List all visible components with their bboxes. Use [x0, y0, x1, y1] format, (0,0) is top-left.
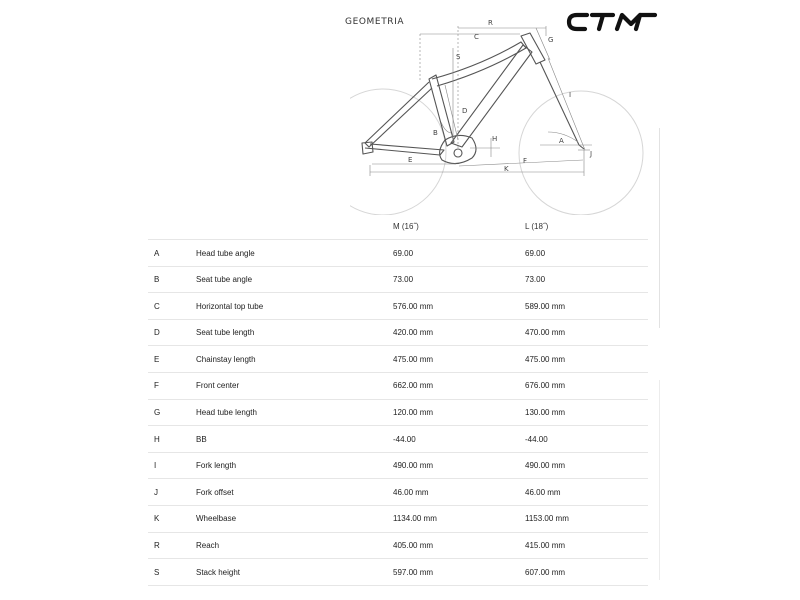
row-name: Reach: [196, 541, 220, 551]
row-name: Head tube length: [196, 408, 257, 418]
table-row: [148, 292, 648, 319]
column-size-m: M (16˝): [393, 222, 419, 231]
table-row: [148, 319, 648, 346]
row-value-l: 676.00 mm: [525, 381, 566, 391]
page-title: GEOMETRIA: [345, 17, 405, 27]
column-size-l: L (18˝): [525, 222, 549, 231]
row-name: BB: [196, 434, 207, 444]
diagram-label-i: I: [569, 91, 572, 99]
row-name: Fork length: [196, 461, 237, 471]
row-value-m: 576.00 mm: [393, 301, 434, 311]
row-value-l: 73.00: [525, 275, 546, 285]
row-letter: R: [154, 541, 160, 551]
front-wheel: [519, 91, 643, 215]
row-value-l: -44.00: [525, 434, 548, 444]
row-value-l: 607.00 mm: [525, 567, 566, 577]
row-value-l: 46.00 mm: [525, 487, 561, 497]
row-value-m: 46.00 mm: [393, 487, 429, 497]
row-name: Chainstay length: [196, 354, 256, 364]
table-row: [148, 478, 648, 505]
row-letter: H: [154, 434, 160, 444]
row-value-m: 597.00 mm: [393, 567, 434, 577]
row-value-l: 475.00 mm: [525, 354, 566, 364]
diagram-label-j: J: [590, 150, 593, 158]
diagram-label-c: C: [474, 33, 479, 41]
row-letter: K: [154, 514, 160, 524]
row-name: Seat tube length: [196, 328, 255, 338]
row-value-l: 415.00 mm: [525, 541, 566, 551]
table-row: [148, 239, 648, 266]
table-row: [148, 345, 648, 372]
row-value-m: 420.00 mm: [393, 328, 434, 338]
row-value-l: 1153.00 mm: [525, 514, 569, 524]
row-name: Front center: [196, 381, 240, 391]
row-value-m: 490.00 mm: [393, 461, 434, 471]
row-letter: B: [154, 275, 160, 285]
row-value-m: -44.00: [393, 434, 416, 444]
row-letter: C: [154, 301, 160, 311]
table-row: [148, 505, 648, 532]
table-row: [148, 399, 648, 426]
row-value-l: 470.00 mm: [525, 328, 566, 338]
row-value-l: 589.00 mm: [525, 301, 566, 311]
row-value-m: 1134.00 mm: [393, 514, 437, 524]
row-value-l: 130.00 mm: [525, 408, 566, 418]
table-row: [148, 452, 648, 479]
geometry-diagram: [350, 20, 670, 215]
diagram-label-h: H: [492, 135, 498, 143]
table-row: [148, 558, 648, 586]
row-letter: A: [154, 248, 160, 258]
row-value-l: 490.00 mm: [525, 461, 566, 471]
row-name: Head tube angle: [196, 248, 255, 258]
margin-line: [659, 380, 660, 580]
row-name: Stack height: [196, 567, 241, 577]
geometry-table: [148, 239, 648, 586]
diagram-label-r: R: [488, 20, 493, 27]
row-name: Wheelbase: [196, 514, 237, 524]
row-name: Horizontal top tube: [196, 301, 264, 311]
row-letter: G: [154, 408, 161, 418]
row-value-m: 405.00 mm: [393, 541, 434, 551]
diagram-label-b: B: [433, 129, 438, 137]
bike-frame: [362, 33, 584, 164]
row-letter: F: [154, 381, 159, 391]
row-letter: E: [154, 354, 160, 364]
row-value-m: 73.00: [393, 275, 414, 285]
rear-wheel: [350, 89, 446, 215]
diagram-label-s: S: [456, 53, 461, 61]
row-name: Seat tube angle: [196, 275, 253, 285]
diagram-label-f: F: [523, 157, 528, 165]
diagram-label-e: E: [408, 156, 413, 164]
table-header: [0, 217, 800, 237]
row-value-m: 120.00 mm: [393, 408, 434, 418]
table-row: [148, 425, 648, 452]
row-value-m: 69.00: [393, 248, 414, 258]
row-letter: D: [154, 328, 160, 338]
row-value-l: 69.00: [525, 248, 546, 258]
diagram-label-k: K: [504, 165, 509, 173]
row-letter: J: [154, 487, 158, 497]
row-name: Fork offset: [196, 487, 234, 497]
row-value-m: 475.00 mm: [393, 354, 434, 364]
table-row: [148, 372, 648, 399]
diagram-label-a: A: [559, 137, 564, 145]
diagram-label-g: G: [548, 36, 554, 44]
row-value-m: 662.00 mm: [393, 381, 434, 391]
row-letter: I: [154, 461, 157, 471]
diagram-label-d: D: [462, 107, 468, 115]
row-letter: S: [154, 567, 160, 577]
table-row: [148, 532, 648, 559]
table-row: [148, 266, 648, 293]
